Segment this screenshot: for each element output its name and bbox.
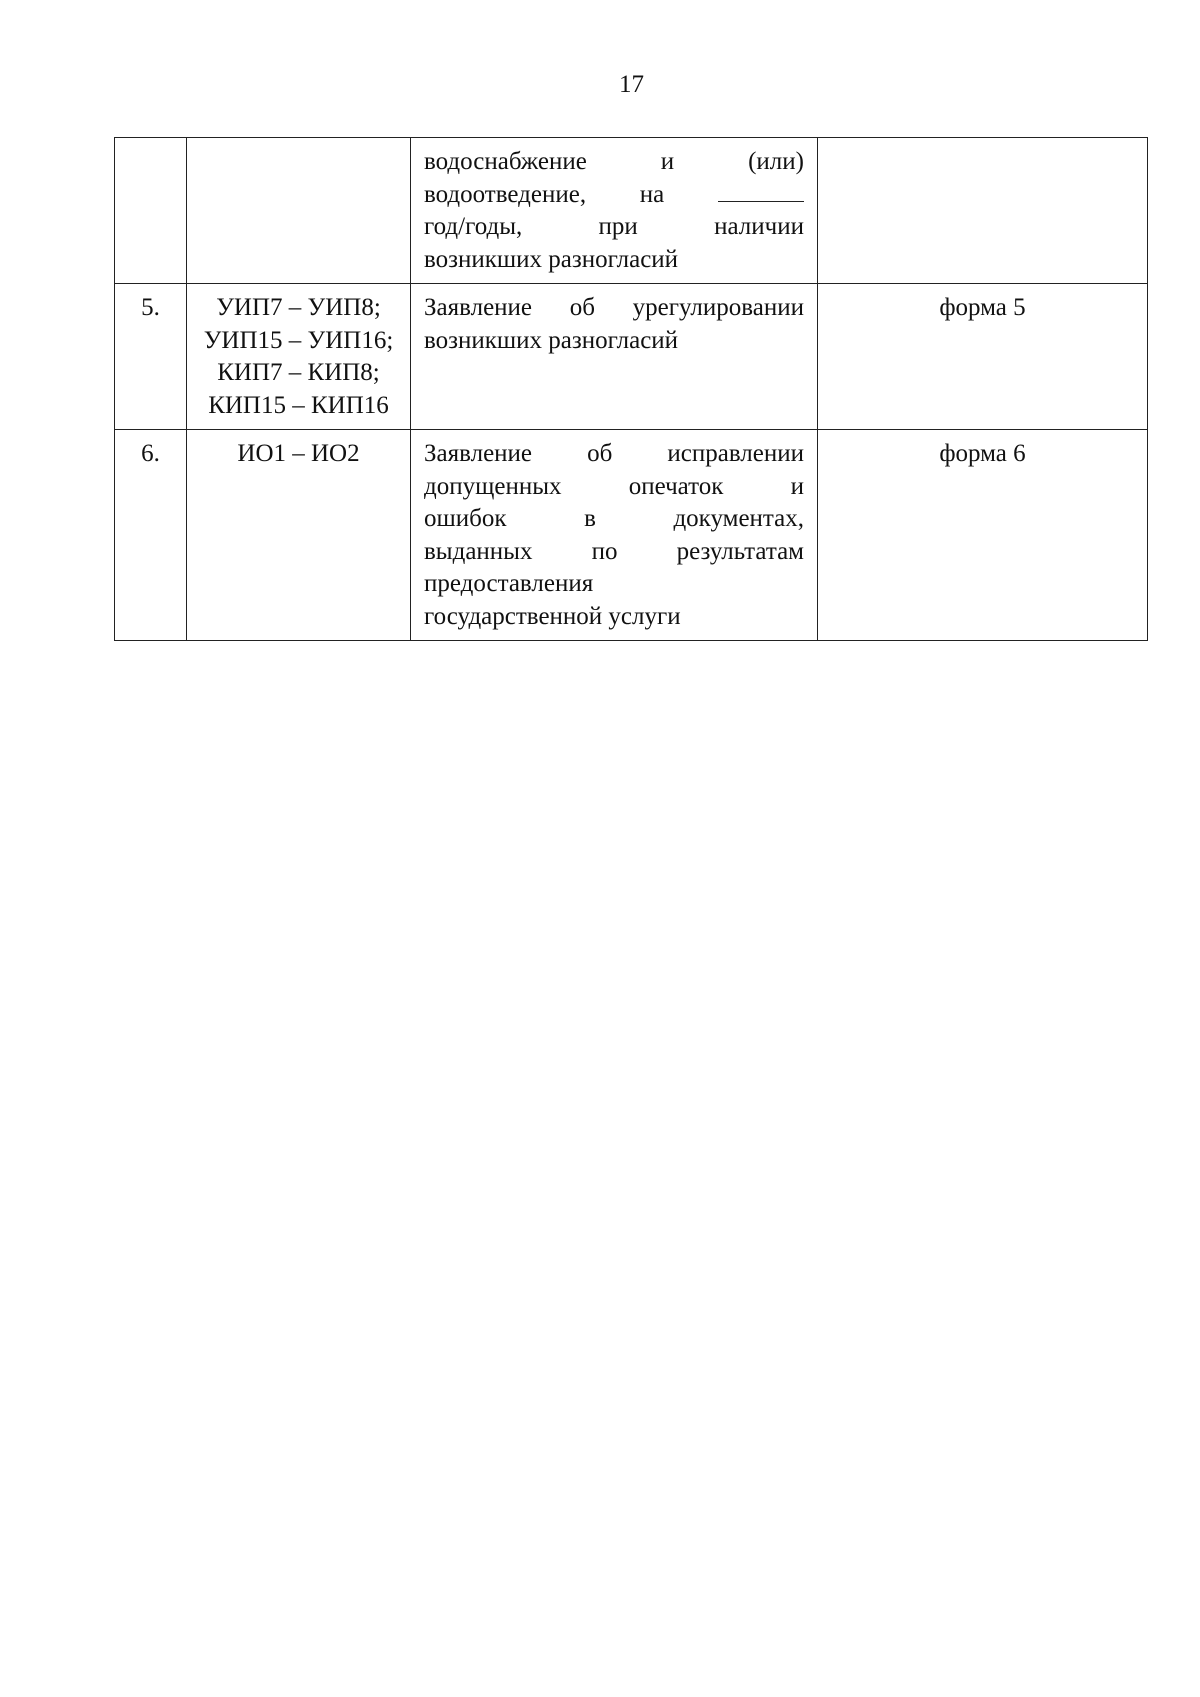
fill-in-blank — [718, 179, 804, 202]
description-line: государственной услуги — [424, 602, 681, 630]
description-line: допущенных опечаток и — [424, 472, 804, 500]
code-line: УИП15 – УИП16; — [203, 326, 394, 354]
row-number-cell: 5. — [115, 284, 187, 430]
page-number: 17 — [619, 71, 644, 98]
code-line: КИП7 – КИП8; — [217, 359, 380, 386]
row-form-cell: форма 6 — [818, 430, 1148, 641]
document-table — [114, 137, 1148, 641]
table-row — [115, 430, 1148, 641]
description-line: выданных по результатам — [424, 537, 804, 565]
description-line: ошибок в документах, — [424, 505, 804, 532]
row-number-cell — [115, 138, 187, 284]
description-line: предоставления — [424, 570, 594, 597]
description-line-text: водоотведение, на — [424, 180, 665, 208]
row-form-cell — [818, 138, 1148, 284]
code-line: УИП7 – УИП8; — [216, 294, 381, 321]
description-line: возникших разногласий — [424, 326, 679, 354]
description-line-with-blank — [424, 179, 804, 212]
row-codes-cell — [187, 284, 411, 430]
row-number-cell: 6. — [115, 430, 187, 641]
row-form-cell: форма 5 — [818, 284, 1148, 430]
description-line: год/годы, при наличии — [424, 213, 804, 240]
table-row — [115, 284, 1148, 430]
description-line: Заявление об урегулировании — [424, 294, 804, 321]
row-description-cell — [411, 430, 818, 641]
row-description-cell — [411, 284, 818, 430]
row-codes-cell — [187, 138, 411, 284]
table-row — [115, 138, 1148, 284]
row-description-cell — [411, 138, 818, 284]
row-codes-cell — [187, 430, 411, 641]
code-line: КИП15 – КИП16 — [208, 391, 389, 419]
code-line: ИО1 – ИО2 — [237, 440, 360, 467]
description-line: водоснабжение и (или) — [424, 148, 804, 175]
description-line: возникших разногласий — [424, 245, 679, 273]
description-line: Заявление об исправлении — [424, 440, 804, 467]
